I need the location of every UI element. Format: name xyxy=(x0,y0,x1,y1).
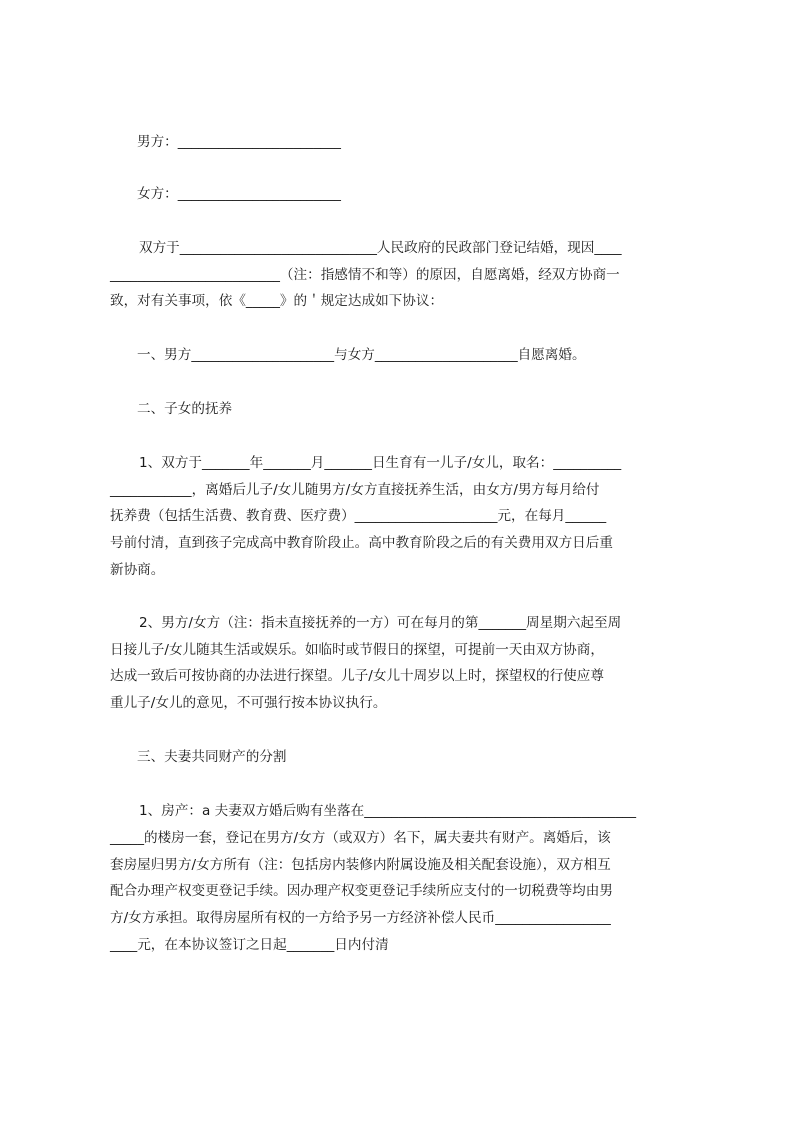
paragraph-line: 配合办理产权变更登记手续。因办理产权变更登记手续所应支付的一切税费等均由男 xyxy=(110,883,613,899)
paragraph-line: ____________，离婚后儿子/女儿随男方/女方直接抚养生活，由女方/男方每月给付 xyxy=(110,482,600,498)
paragraph-line: _____的楼房一套，登记在男方/女方（或双方）名下，属夫妻共有财产。离婚后，该 xyxy=(110,830,611,846)
paragraph-line: 双方于_____________________________人民政府的民政部门登记结婚，现因____ xyxy=(139,240,622,256)
paragraph-line: 方/女方承担。取得房屋所有权的一方给予另一方经济补偿人民币_________________ xyxy=(110,910,611,926)
paragraph-line: 新协商。 xyxy=(110,562,165,578)
paragraph-line: 号前付清，直到孩子完成高中教育阶段止。高中教育阶段之后的有关费用双方日后重 xyxy=(110,535,613,551)
male-party-line: 男方：________________________ xyxy=(137,134,341,150)
section-3-title: 三、夫妻共同财产的分割 xyxy=(137,749,287,765)
paragraph-line: ____元，在本协议签订之日起_______日内付清 xyxy=(110,937,389,953)
paragraph-line: _________________________（注：指感情不和等）的原因，自愿离婚，经双方协商一 xyxy=(110,267,620,283)
section-1-divorce: 一、男方_____________________与女方_____________________自愿离婚。 xyxy=(137,347,586,363)
paragraph-line: 致，对有关事项，依《_____》的＇规定达成如下协议： xyxy=(110,293,444,309)
paragraph-line: 套房屋归男方/女方所有（注：包括房内装修内附属设施及相关配套设施），双方相互 xyxy=(110,857,611,873)
female-party-line: 女方：________________________ xyxy=(137,186,341,202)
section-2-title: 二、子女的抚养 xyxy=(137,401,233,417)
paragraph-line: 1、双方于_______年_______月_______日生育有一儿子/女儿，取名：__________ xyxy=(139,455,622,471)
paragraph-line: 重儿子/女儿的意见，不可强行按本协议执行。 xyxy=(110,695,387,711)
paragraph-line: 抚养费（包括生活费、教育费、医疗费）_____________________元，在每月______ xyxy=(110,508,607,524)
paragraph-line: 日接儿子/女儿随其生活或娱乐。如临时或节假日的探望，可提前一天由双方协商， xyxy=(110,642,604,658)
paragraph-line: 达成一致后可按协商的办法进行探望。儿子/女儿十周岁以上时，探望权的行使应尊 xyxy=(110,668,604,684)
paragraph-line: 2、男方/女方（注：指未直接抚养的一方）可在每月的第_______周星期六起至周 xyxy=(139,615,622,631)
paragraph-line: 1、房产：a 夫妻双方婚后购有坐落在________________________________________ xyxy=(139,803,637,819)
